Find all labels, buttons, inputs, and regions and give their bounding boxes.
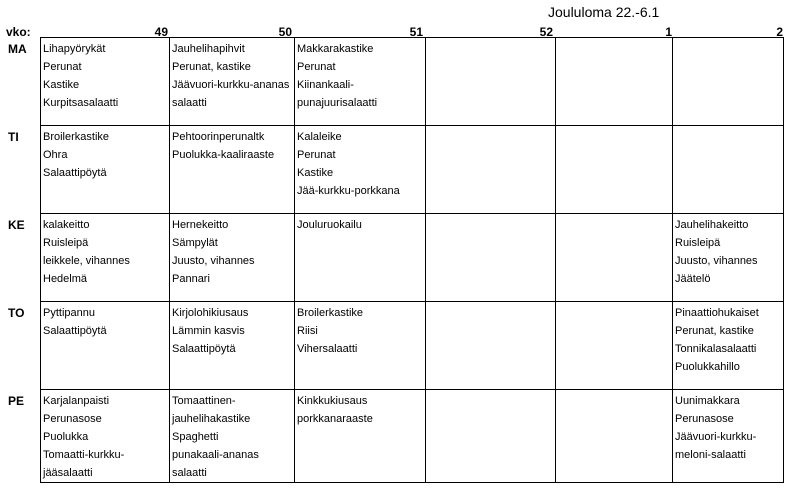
menu-line: Makkarakastike [297, 43, 374, 55]
menu-line: Uunimakkara [675, 395, 740, 407]
menu-line: Salaattipöytä [43, 167, 107, 179]
menu-line: Riisi [297, 325, 318, 337]
menu-line: Puolukka-kaaliraaste [172, 149, 275, 161]
menu-line: Jää-kurkku-porkkana [297, 185, 400, 197]
menu-row-ke [41, 214, 784, 302]
menu-line: leikkele, vihannes [43, 255, 130, 267]
menu-cell [556, 302, 673, 390]
menu-line: Jauhelihakeitto [675, 219, 749, 231]
day-label-pe: PE [8, 394, 25, 408]
menu-cell [673, 390, 784, 483]
menu-cell [556, 390, 673, 483]
menu-row-pe [41, 390, 784, 483]
menu-line: Jouluruokailu [297, 219, 362, 231]
menu-cell [673, 38, 784, 126]
menu-cell [295, 38, 426, 126]
menu-cell [426, 214, 556, 302]
menu-line: Jäävuori-kurkku- [675, 431, 757, 443]
menu-line: Pyttipannu [43, 307, 95, 319]
menu-line: Perunat, kastike [675, 325, 754, 337]
menu-line: Tonnikalasalaatti [675, 343, 757, 355]
menu-line: Karjalanpaisti [43, 395, 110, 407]
menu-line: salaatti [172, 97, 207, 109]
menu-line: Hedelmä [43, 273, 88, 285]
menu-line: Kiinankaali- [297, 79, 354, 91]
menu-line: punakaali-ananas [172, 449, 259, 461]
menu-line: Kastike [43, 79, 80, 91]
menu-line: Sämpylät [172, 237, 218, 249]
menu-line: punajuurisalaatti [297, 97, 378, 109]
week-number-1: 1 [665, 25, 672, 39]
day-label-ti: TI [8, 130, 19, 144]
lunch-menu-table [40, 37, 784, 483]
menu-cell [556, 126, 673, 214]
menu-cell [673, 214, 784, 302]
week-number-52: 52 [539, 25, 553, 39]
week-number-2: 2 [776, 25, 783, 39]
menu-cell [426, 390, 556, 483]
holiday-period-label: Joululoma 22.-6.1 [548, 4, 660, 20]
menu-cell [295, 390, 426, 483]
menu-line: Perunasose [43, 413, 102, 425]
menu-line: jauhelihakastike [172, 413, 251, 425]
menu-line: Ruisleipä [675, 237, 721, 249]
menu-line: Kirjolohikiusaus [172, 307, 249, 319]
menu-cell [426, 302, 556, 390]
menu-line: Hernekeitto [172, 219, 229, 231]
menu-line: Ohra [43, 149, 68, 161]
menu-line: porkkanaraaste [297, 413, 373, 425]
menu-line: Perunat [43, 61, 82, 73]
menu-line: Lämmin kasvis [172, 325, 245, 337]
menu-cell [41, 302, 170, 390]
menu-line: Pehtoorinperunaltk [172, 131, 265, 143]
menu-line: Salaattipöytä [43, 325, 107, 337]
menu-line: Jäävuori-kurkku-ananas [172, 79, 290, 91]
menu-line: Broilerkastike [297, 307, 364, 319]
menu-cell [170, 38, 295, 126]
menu-line: Perunat, kastike [172, 61, 251, 73]
menu-cell [170, 214, 295, 302]
day-label-ma: MA [8, 42, 27, 56]
menu-row-ti [41, 126, 784, 214]
day-label-ke: KE [8, 218, 25, 232]
menu-cell [170, 302, 295, 390]
week-number-51: 51 [409, 25, 423, 39]
menu-line: Puolukka [43, 431, 89, 443]
menu-line: Tomaattinen- [172, 395, 236, 407]
menu-line: meloni-salaatti [675, 449, 746, 461]
menu-cell [170, 126, 295, 214]
menu-line: Vihersalaatti [297, 343, 358, 355]
menu-cell [41, 38, 170, 126]
menu-cell [673, 126, 784, 214]
menu-cell [556, 214, 673, 302]
menu-line: Juusto, vihannes [172, 255, 255, 267]
menu-line: Lihapyörykät [43, 43, 106, 55]
menu-line: kalakeitto [43, 219, 90, 231]
menu-cell [41, 214, 170, 302]
menu-line: salaatti [172, 467, 207, 479]
menu-cell [295, 214, 426, 302]
menu-line: Jäätelö [675, 273, 711, 285]
menu-line: Jauhelihapihvit [172, 43, 245, 55]
menu-cell [295, 126, 426, 214]
menu-line: Tomaatti-kurkku- [43, 449, 125, 461]
menu-line: jääsalaatti [43, 467, 93, 479]
menu-line: Perunat [297, 149, 336, 161]
menu-cell [41, 126, 170, 214]
menu-line: Broilerkastike [43, 131, 110, 143]
menu-cell [295, 302, 426, 390]
menu-line: Kastike [297, 167, 334, 179]
menu-cell [426, 38, 556, 126]
menu-cell [426, 126, 556, 214]
week-number-49: 49 [154, 25, 168, 39]
menu-line: Perunat [297, 61, 336, 73]
menu-cell [673, 302, 784, 390]
menu-line: Juusto, vihannes [675, 255, 758, 267]
menu-row-to [41, 302, 784, 390]
menu-line: Pinaattiohukaiset [675, 307, 759, 319]
menu-line: Kalaleike [297, 131, 342, 143]
menu-line: Spaghetti [172, 431, 219, 443]
menu-line: Puolukkahillo [675, 361, 740, 373]
menu-cell [170, 390, 295, 483]
menu-cell [556, 38, 673, 126]
menu-cell [41, 390, 170, 483]
week-number-50: 50 [278, 25, 292, 39]
day-label-to: TO [8, 306, 25, 320]
menu-line: Salaattipöytä [172, 343, 236, 355]
menu-line: Ruisleipä [43, 237, 89, 249]
menu-line: Kinkkukiusaus [297, 395, 368, 407]
menu-row-ma [41, 38, 784, 126]
menu-line: Kurpitsasalaatti [43, 97, 119, 109]
menu-line: Pannari [172, 273, 210, 285]
menu-line: Perunasose [675, 413, 734, 425]
week-column-label: vko: [6, 25, 31, 39]
